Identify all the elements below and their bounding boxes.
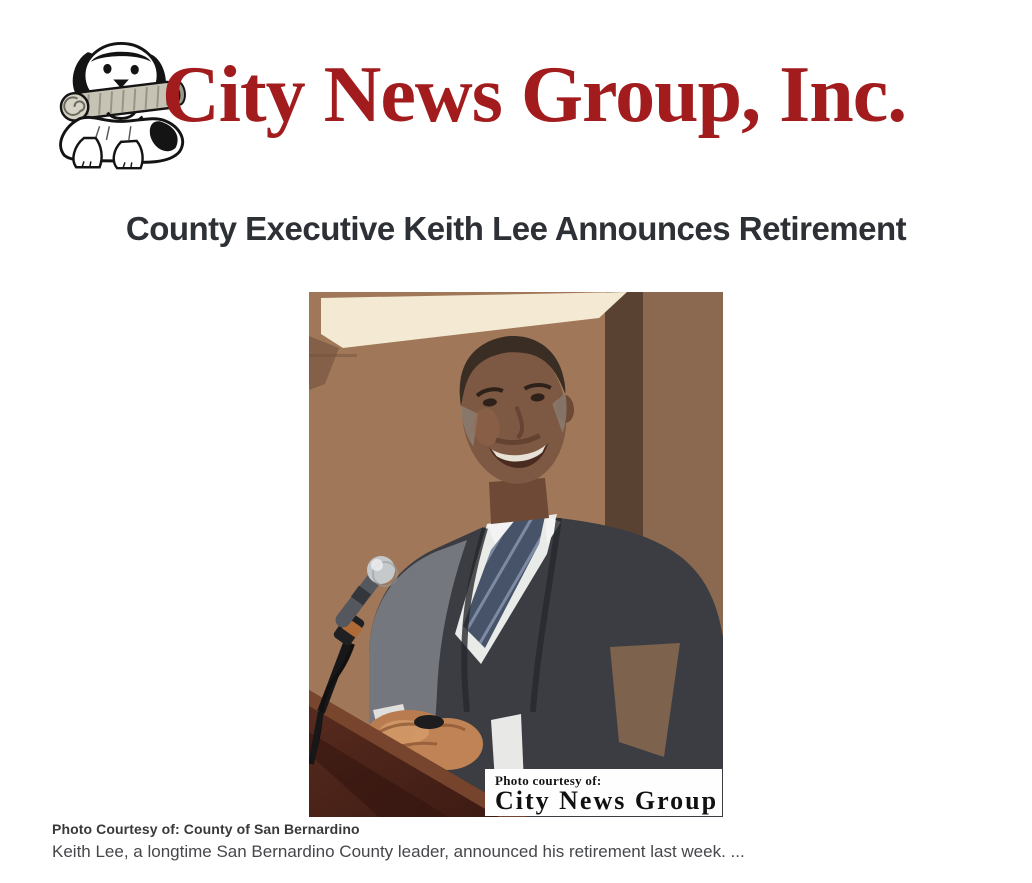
site-logo[interactable]: City News Group, Inc. (162, 51, 907, 139)
article-summary: Keith Lee, a longtime San Bernardino County leader, announced his retirement last week. ... (52, 842, 745, 861)
photo-watermark-line2: City News Group (495, 786, 719, 815)
photo-credit: Photo Courtesy of: County of San Bernardino (52, 821, 360, 837)
article-photo (309, 292, 723, 817)
masthead (0, 0, 1032, 185)
photo-watermark-line1: Photo courtesy of: (495, 773, 602, 788)
article-title: County Executive Keith Lee Announces Retirement (125, 210, 907, 247)
photo-watermark (485, 769, 722, 816)
photo-illustration (309, 292, 723, 817)
